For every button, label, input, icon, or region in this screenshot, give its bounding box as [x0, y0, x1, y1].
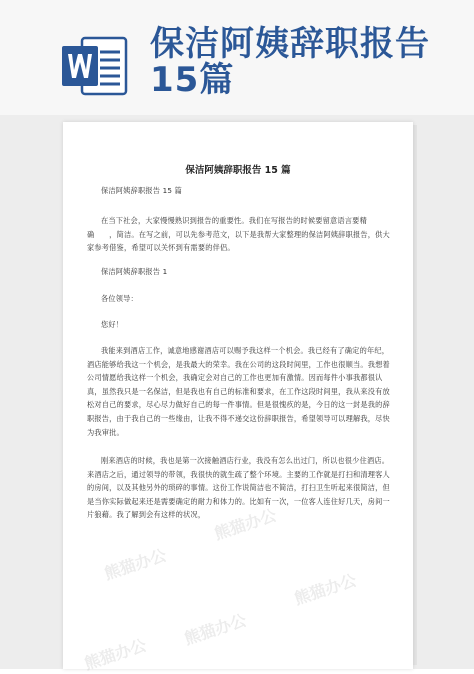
paragraph-intro: 在当下社会，大家慢慢熟识到报告的重要性。我们在写报告的时候要留意语言要精确 ，简洁。在写之前，可以先参考范文，以下是我帮大家整理的保洁阿姨辞职报告，供大家参考借鉴，希望可以关怀到有需要的伴侣。	[87, 216, 390, 253]
watermark-2: 熊猫办公	[101, 545, 169, 584]
paragraph-body-2: 刚来酒店的时候，我也是第一次接触酒店行业，我没有怎么出过门，所以也很少住酒店。来酒店之后，通过领导的带领，我很快的就生疏了整个环境。主要的工作就是打扫和清理客人的房间，以及其他另外的琐碎的事情。这份工作说简洁也不简洁，打扫卫生听起来很简洁，但是当你实际做起来还是需要确定的耐力和体力的。比如有一次，一位客人连住好几天，房间一片狼藉。我了解到会有这样的状况，	[87, 456, 390, 520]
watermark-4: 熊猫办公	[181, 610, 249, 649]
paragraph-section-heading: 保洁阿姨辞职报告 1	[101, 267, 168, 276]
watermark-1: 熊猫办公	[211, 505, 279, 544]
document-title: 保洁阿姨辞职报告 15 篇	[185, 165, 291, 176]
document-page	[63, 122, 413, 674]
header	[0, 0, 474, 115]
paragraph-body-1: 我能来到酒店工作，诚意地感谢酒店可以赐予我这样一个机会。我已经有了确定的年纪，酒店能够给我这一个机会，是我最大的荣幸。我在公司的这段时间里，工作也很顺当。我想着公司情愿给我这样一个机会，我确定会对自己的工作也更加有激情。因而每件小事我都很认真，虽然我只是一名保洁，但是我也有自己的标准和要求，在工作这段时间里，我从来没有放松对自己的要求，尽心尽力做好自己的每一件事情。但是很愧疚的是，今日的这一封是我的辞职报告，由于我自己的一些缘由，让我不得不递交这份辞职报告，希望领导可以理解我，尽快为我审批。	[87, 346, 390, 437]
paragraph-salutation: 各位领导：	[101, 294, 138, 303]
paragraph-subtitle: 保洁阿姨辞职报告 15 篇	[101, 186, 183, 195]
word-document-icon	[62, 36, 128, 96]
paragraph-greeting: 您好！	[101, 320, 124, 329]
page-title: 保洁阿姨辞职报告15篇	[150, 24, 430, 100]
watermark-3: 熊猫办公	[291, 570, 359, 609]
watermark-5: 熊猫办公	[81, 635, 149, 674]
